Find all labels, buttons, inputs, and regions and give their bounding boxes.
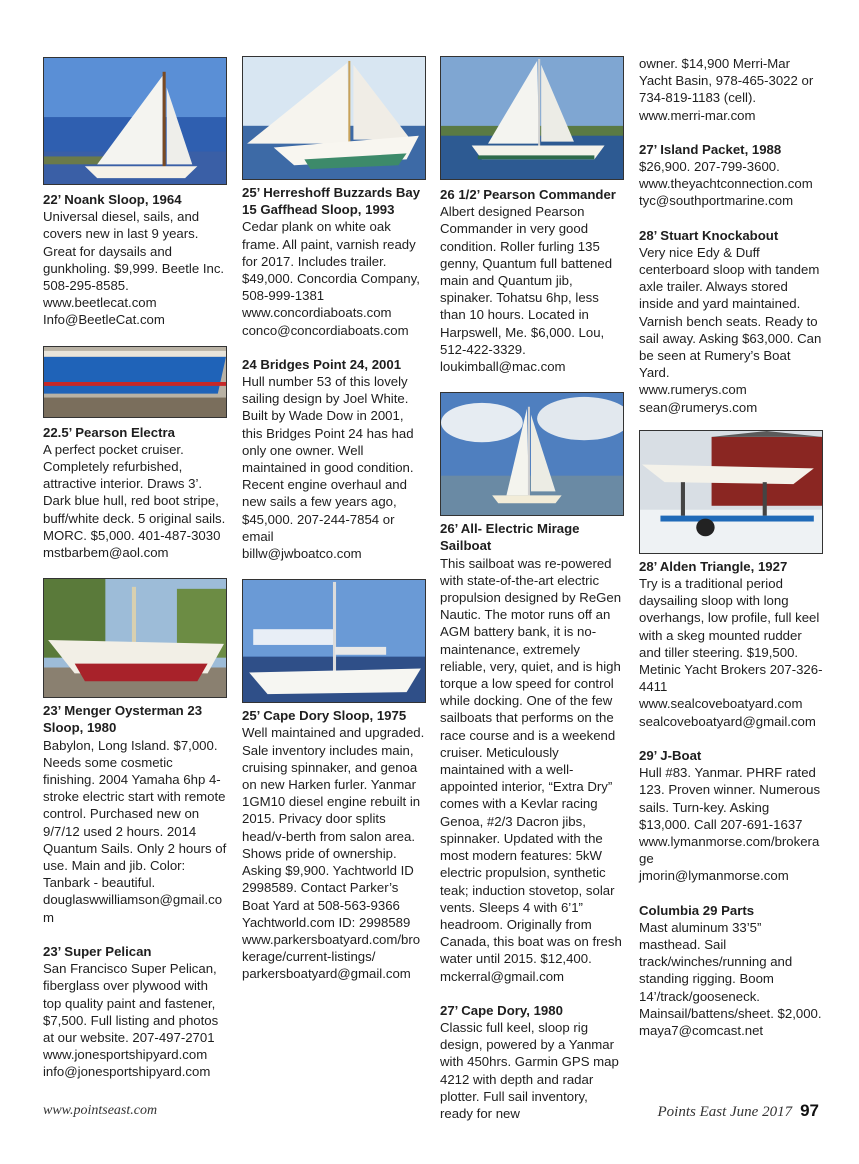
footer-website[interactable]: www.pointseast.com [43, 1103, 158, 1118]
photo-herreshoff-buzzards-bay [242, 56, 426, 180]
ad-title: Columbia 29 Parts [639, 902, 755, 918]
ad-title: 28’ Stuart Knockabout [639, 227, 779, 243]
ad-email[interactable]: tyc@southportmarine.com [639, 193, 794, 209]
footer-issue [658, 1101, 820, 1121]
ad-cape-dory-1980 [440, 1002, 624, 1122]
ad-website[interactable]: www.lymanmorse.com/brokerage [639, 833, 820, 867]
ad-title: 22’ Noank Sloop, 1964 [43, 192, 182, 207]
ad-j-boat [639, 747, 823, 885]
page-number: 97 [800, 1101, 819, 1120]
ad-body: This sailboat was re-powered with state-of-the-art electric propulsion designed by ReGen Nautic. The motor runs off an AGM battery bank, it is no-maintenance, extremely reliable, very, quiet, and is high torque a low speed for control while docking. One of the few sailboats that performs on the race course and is a weekend cruiser. Meticulously maintained with a well-appointed interior, “Extra Dry” comes with a Kevlar racing Genoa, #2/3 Dacron jibs, spinnaker. Updated with the most modern features: 5kW electric propulsion, synthetic teak; induction stovetop, solar vents. Sleeps 4 with 6’1” headroom. Originally from Canada, this boat was on fresh water until 2015. $12,400. [440, 555, 622, 967]
ad-title: 26’ All- Electric Mirage Sailboat [440, 521, 580, 554]
ad-bridges-point [242, 356, 426, 562]
ad-email[interactable]: mckerral@gmail.com [440, 968, 565, 984]
ad-email[interactable]: Info@BeetleCat.com [43, 312, 165, 328]
ad-body: owner. $14,900 Merri-Mar Yacht Basin, 978-465-3022 or 734-819-1183 (cell). [639, 56, 814, 106]
ad-title: 23’ Super Pelican [43, 943, 152, 959]
ad-body: Hull #83. Yanmar. PHRF rated 123. Proven winner. Numerous sails. Turn-key. Asking $13,000. Call 207-691-1637 [639, 765, 821, 832]
ad-menger-oysterman [43, 702, 227, 926]
ad-body: A perfect pocket cruiser. Completely refurbished, attractive interior. Draws 3’. Dark blue hull, red boot stripe, buff/white deck. 5 original sails. MORC. $5,000. 401-487-3030 [43, 441, 226, 543]
ad-body: Mast aluminum 33’5” masthead. Sail track/winches/running and standing rigging. Boom 14’/track/gooseneck. Mainsail/battens/sheet. $2,000. [639, 919, 822, 1021]
column-3 [440, 50, 624, 1122]
ad-website[interactable]: www.theyachtconnection.com [639, 176, 813, 192]
ad-super-pelican [43, 943, 227, 1081]
ad-email[interactable]: sealcoveboatyard@gmail.com [639, 713, 816, 729]
ad-email[interactable]: conco@concordiaboats.com [242, 322, 409, 338]
ad-body: Albert designed Pearson Commander in very good condition. Roller furling 135 genny, Quantum full battened main and Quantum jib, spinaker. Tohatsu 6hp, less than 10 hours. Located in Harpswell, Me. $6,000. Lou, 512-422-3329. [440, 204, 613, 357]
ad-title: 29’ J-Boat [639, 747, 702, 763]
ad-mirage-sailboat [440, 520, 624, 984]
ad-email[interactable]: jmorin@lymanmorse.com [639, 868, 789, 884]
ad-body: Universal diesel, sails, and covers new in last 9 years. Great for daysails and gunkholing. $9,999. Beetle Inc. 508-295-8585. [43, 209, 225, 294]
photo-noank-sloop [43, 57, 227, 185]
issue-label: Points East June 2017 [657, 1104, 793, 1120]
ad-website[interactable]: www.sealcoveboatyard.com [639, 696, 803, 712]
ad-website[interactable]: www.merri-mar.com [639, 107, 756, 123]
ad-cape-dory-1980-continued [639, 55, 823, 124]
ad-noank-sloop [43, 191, 227, 329]
ad-body: Classic full keel, sloop rig design, powered by a Yanmar with 450hrs. Garmin GPS map 4212 with depth and radar plotter. Full sail inventory, ready for new [440, 1019, 619, 1121]
ad-email[interactable]: loukimball@mac.com [440, 359, 566, 375]
ad-email[interactable]: douglaswwilliamson@gmail.com [43, 892, 223, 925]
ad-email[interactable]: sean@rumerys.com [639, 399, 758, 415]
ad-columbia-parts [639, 902, 823, 1040]
photo-pearson-electra [43, 346, 227, 418]
ad-island-packet [639, 141, 823, 210]
ad-title: 28’ Alden Triangle, 1927 [639, 558, 788, 574]
ad-title: 25’ Herreshoff Buzzards Bay 15 Gaffhead Sloop, 1993 [242, 185, 421, 218]
ad-body: Try is a traditional period daysailing sloop with long overhangs, low profile, full keel with a skeg mounted rudder and tiller steering. $19,500. Metinic Yacht Brokers 207-326-4411 [639, 576, 823, 695]
ad-title: 27’ Island Packet, 1988 [639, 141, 782, 157]
photo-cape-dory-sloop [242, 579, 426, 703]
ad-email[interactable]: parkersboatyard@gmail.com [242, 966, 411, 982]
photo-menger-oysterman [43, 578, 227, 698]
ad-email[interactable]: info@jonesportshipyard.com [43, 1064, 211, 1080]
ad-body: Very nice Edy & Duff centerboard sloop with tandem axle trailer. Always stored inside and yard maintained. Varnish bench seats. Ready to sail away. Asking $63,000. Can be seen at Rumery’s Boat Yard. [639, 244, 822, 381]
ad-website[interactable]: www.beetlecat.com [43, 295, 157, 311]
ad-pearson-electra [43, 424, 227, 562]
ad-website[interactable]: www.concordiaboats.com [242, 305, 392, 321]
ad-title: 27’ Cape Dory, 1980 [440, 1002, 563, 1018]
ad-herreshoff-buzzards-bay [242, 184, 426, 339]
ad-body: Cedar plank on white oak frame. All paint, varnish ready for 2017. Includes trailer. $49,000. Concordia Company, 508-999-1381 [242, 219, 420, 304]
ad-body: Babylon, Long Island. $7,000. Needs some cosmetic finishing. 2004 Yamaha 6hp 4-stroke electric start with remote control. Purchased new on 9/7/12 used 2 hours. 2014 Quantum Sails. Only 2 hours of use. Main and jib. Color: Tanbark - beautiful. [43, 737, 227, 891]
column-2 [242, 50, 426, 983]
ad-website[interactable]: www.jonesportshipyard.com [43, 1047, 208, 1063]
ad-body: San Francisco Super Pelican, fiberglass over plywood with top quality paint and fastener, $7,500. Full listing and photos at our website. 207-497-2701 [43, 961, 219, 1045]
ad-title: 24 Bridges Point 24, 2001 [242, 356, 402, 372]
ad-cape-dory-sloop [242, 707, 426, 982]
ad-title: 23’ Menger Oysterman 23 Sloop, 1980 [43, 703, 203, 736]
column-1 [43, 50, 227, 1081]
ad-email[interactable]: billw@jwboatco.com [242, 546, 362, 562]
photo-mirage-sailboat [440, 392, 624, 516]
ad-website[interactable]: www.parkersboatyard.com/brokerage/current-listings/ [242, 931, 421, 965]
ad-body: Hull number 53 of this lovely sailing design by Joel White. Built by Wade Dow in 2001, this Bridges Point 24 has had only one owner. Well maintained in good condition. Recent engine overhaul and new sails a few years ago, $45,000. 207-244-7854 or email [242, 374, 414, 544]
ad-email[interactable]: maya7@comcast.net [639, 1022, 764, 1038]
ad-title: 22.5’ Pearson Electra [43, 424, 175, 440]
ad-pearson-commander [440, 186, 624, 375]
photo-alden-triangle [639, 430, 823, 554]
ad-body: $26,900. 207-799-3600. [639, 159, 780, 175]
ad-stuart-knockabout [639, 227, 823, 416]
column-4 [639, 55, 823, 1039]
ad-alden-triangle [639, 558, 823, 730]
ad-email[interactable]: mstbarbem@aol.com [43, 545, 169, 561]
ad-title: 25’ Cape Dory Sloop, 1975 [242, 708, 407, 724]
ad-title: 26 1/2’ Pearson Commander [440, 187, 616, 202]
photo-pearson-commander [440, 56, 624, 180]
ad-website[interactable]: www.rumerys.com [639, 382, 747, 398]
ad-body: Well maintained and upgraded. Sale inventory includes main, cruising spinnaker, and genoa on new Harken furler. Yanmar 1GM10 diesel engine rebuilt in 2015. Privacy door splits head/v-berth from salon area. Shows pride of ownership. Asking $9,900. Yachtworld ID 2998589. Contact Parker’s Boat Yard at 508-563-9366 Yachtworld.com ID: 2998589 [242, 725, 425, 930]
